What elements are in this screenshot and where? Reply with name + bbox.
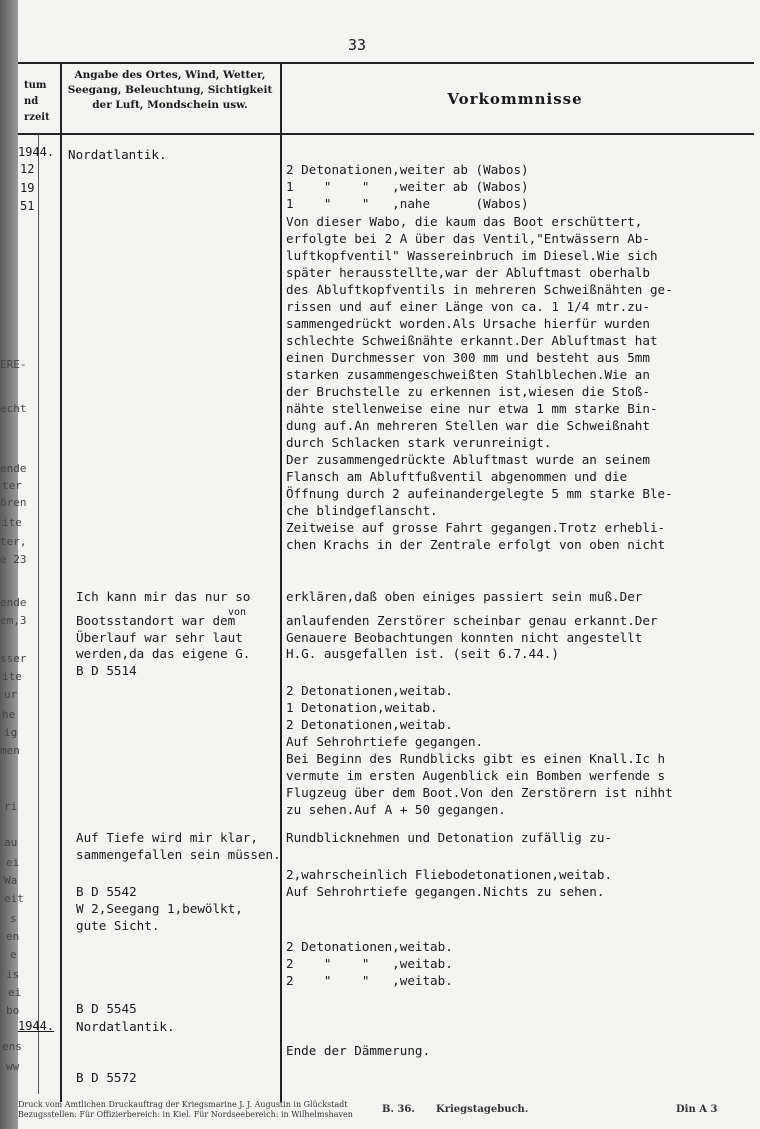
event-line: 2 Detonationen,weiter ab (Wabos) xyxy=(286,162,529,177)
header-date-line-1: tum xyxy=(24,80,47,91)
binding-fragment: ERE- xyxy=(0,358,27,371)
binding-fragment: e 23 xyxy=(0,553,27,566)
event-line: sammengedrückt worden.Als Ursache hierfür wurden xyxy=(286,316,650,331)
margin-time-19: 19 xyxy=(20,181,35,195)
event-line: Zeitweise auf grosse Fahrt gegangen.Trotz erhebli- xyxy=(286,520,666,535)
weather-entry: W 2,Seegang 1,bewölkt, xyxy=(76,901,243,916)
binding-fragment: ww xyxy=(6,1060,20,1073)
binding-fragment: ören xyxy=(0,496,27,509)
place-remark-line: werden,da das eigene G. xyxy=(76,646,251,661)
place-remark-line: Überlauf war sehr laut xyxy=(76,630,243,645)
event-line: schlechte Schweißnähte erkannt.Der Abluftmast hat xyxy=(286,333,658,348)
event-line: Rundblicknehmen und Detonation zufällig zu- xyxy=(286,830,613,845)
binding-fragment: au xyxy=(4,836,18,849)
event-line: anlaufenden Zerstörer scheinbar genau erkannt.Der xyxy=(286,613,658,628)
event-line: Von dieser Wabo, die kaum das Boot erschüttert, xyxy=(286,214,643,229)
binding-fragment: e xyxy=(10,948,17,961)
event-line: 2 Detonationen,weitab. xyxy=(286,939,453,954)
binding-fragment: ite xyxy=(2,670,22,683)
event-line: che blindgeflanscht. xyxy=(286,503,438,518)
header-place-line-2: Seegang, Beleuchtung, Sichtigkeit xyxy=(67,84,273,96)
event-line: erfolgte bei 2 A über das Ventil,"Entwässern Ab- xyxy=(286,231,650,246)
header-place-column xyxy=(64,68,276,113)
header-place-line-1: Angabe des Ortes, Wind, Wetter, xyxy=(74,69,266,81)
margin-time-51: 51 xyxy=(20,199,35,213)
event-line: erklären,daß oben einiges passiert sein muß.Der xyxy=(286,589,643,604)
event-line: luftkopfventil" Wassereinbruch im Diesel.Wie sich xyxy=(286,248,658,263)
event-line: chen Krachs in der Zentrale erfolgt von oben nicht xyxy=(286,537,666,552)
place-remark-line: Auf Tiefe wird mir klar, xyxy=(76,830,258,845)
header-bottom-rule xyxy=(18,133,754,135)
grid-square: B D 5545 xyxy=(76,1001,137,1016)
event-line: 1 " " ,nahe (Wabos) xyxy=(286,196,529,211)
event-line: rissen und auf einer Länge von ca. 1 1/4 mtr.zu- xyxy=(286,299,650,314)
event-line: Der zusammengedrückte Abluftmast wurde an seinem xyxy=(286,452,650,467)
header-events-column: Vorkommnisse xyxy=(447,90,583,108)
place-remark-line: Bootsstandort war dem xyxy=(76,613,236,628)
binding-fragment: ens xyxy=(2,1040,22,1053)
event-line: starken zusammengeschweißten Stahlblechen.Wie an xyxy=(286,367,650,382)
footer-printer-line-2: Bezugsstellen: Für Offizierbereich: in Kiel. Für Nordseebereich: in Wilhelmshaven xyxy=(18,1110,353,1119)
footer-printer-line-1: Druck vom Amtlichen Druckauftrag der Kriegsmarine J. J. Augustin in Glückstadt xyxy=(18,1100,348,1109)
event-line: des Abluftkopfventils in mehreren Schweißnähten ge- xyxy=(286,282,673,297)
binding-fragment: bo xyxy=(6,1004,20,1017)
binding-fragment: ter, xyxy=(0,535,27,548)
grid-square: B D 5572 xyxy=(76,1070,137,1085)
event-line: Bei Beginn des Rundblicks gibt es einen Knall.Ic h xyxy=(286,751,666,766)
event-line: H.G. ausgefallen ist. (seit 6.7.44.) xyxy=(286,646,559,661)
header-place-line-3: der Luft, Mondschein usw. xyxy=(92,99,248,111)
grid-square: B D 5514 xyxy=(76,663,137,678)
event-line: durch Schlacken stark verunreinigt. xyxy=(286,435,552,450)
binding-fragment: ig xyxy=(4,726,18,739)
binding-fragment: em,3 xyxy=(0,614,27,627)
event-line: dung auf.An mehreren Stellen war die Schweißnaht xyxy=(286,418,650,433)
header-date-column xyxy=(24,78,56,126)
event-line: einen Durchmesser von 300 mm und besteht aus 5mm xyxy=(286,350,650,365)
binding-fragment: is xyxy=(6,968,20,981)
place-remark-insert: von xyxy=(228,607,247,618)
event-line: zu sehen.Auf A + 50 gegangen. xyxy=(286,802,506,817)
binding-fragment: en xyxy=(6,930,20,943)
binding-fragment: s xyxy=(10,912,17,925)
place-entry: Nordatlantik. xyxy=(68,147,167,162)
event-line: Ende der Dämmerung. xyxy=(286,1043,431,1058)
event-line: 2 Detonationen,weitab. xyxy=(286,717,453,732)
binding-fragment: sser xyxy=(0,652,27,665)
margin-date-1944: 1944. xyxy=(18,145,55,159)
event-line: 1 Detonation,weitab. xyxy=(286,700,438,715)
event-line: der Bruchstelle zu erkennen ist,wiesen die Stoß- xyxy=(286,384,650,399)
event-line: Auf Sehrohrtiefe gegangen.Nichts zu sehen. xyxy=(286,884,605,899)
event-line: 2 " " ,weitab. xyxy=(286,956,453,971)
place-remark-line: Ich kann mir das nur so xyxy=(76,589,251,604)
event-line: 2 " " ,weitab. xyxy=(286,973,453,988)
footer-paper-size: Din A 3 xyxy=(676,1104,718,1115)
event-line: nähte stellenweise eine nur etwa 1 mm starke Bin- xyxy=(286,401,658,416)
event-line: Flugzeug über dem Boot.Von den Zerstörern ist nihht xyxy=(286,785,673,800)
binding-fragment: ende xyxy=(0,462,27,475)
place-entry: Nordatlantik. xyxy=(76,1019,175,1034)
binding-fragment: ite xyxy=(2,516,22,529)
binding-fragment: Wa xyxy=(4,874,18,887)
page-number: 33 xyxy=(348,36,367,54)
event-line: 2 Detonationen,weitab. xyxy=(286,683,453,698)
header-date-line-2: nd xyxy=(24,96,39,107)
event-line: später herausstellte,war der Abluftmast oberhalb xyxy=(286,265,650,280)
event-line: Auf Sehrohrtiefe gegangen. xyxy=(286,734,484,749)
footer-form-number: B. 36. xyxy=(382,1104,415,1115)
binding-fragment: ter xyxy=(2,479,22,492)
place-remark-line: sammengefallen sein müssen. xyxy=(76,847,281,862)
header-top-rule xyxy=(18,62,754,64)
binding-fragment: he xyxy=(2,708,16,721)
event-line: vermute im ersten Augenblick ein Bomben werfende s xyxy=(286,768,666,783)
event-line: Genauere Beobachtungen konnten nicht angestellt xyxy=(286,630,643,645)
binding-fragment: ende xyxy=(0,596,27,609)
binding-fragment: eit xyxy=(4,892,24,905)
event-line: 1 " " ,weiter ab (Wabos) xyxy=(286,179,529,194)
grid-square: B D 5542 xyxy=(76,884,137,899)
binding-fragment: ur xyxy=(4,688,18,701)
binding-fragment: echt xyxy=(0,402,27,415)
date-sub-divider xyxy=(38,134,39,1094)
footer-document-title: Kriegstagebuch. xyxy=(436,1104,529,1115)
binding-fragment: men xyxy=(0,744,20,757)
margin-date-1944-second: 1944. xyxy=(18,1019,55,1033)
event-line: Flansch am Abluftfußventil abgenommen und die xyxy=(286,469,628,484)
margin-time-12: 12 xyxy=(20,162,35,176)
header-date-line-3: rzeit xyxy=(24,112,50,123)
binding-fragment: ei xyxy=(8,986,22,999)
weather-entry: gute Sicht. xyxy=(76,918,160,933)
event-line: Öffnung durch 2 aufeinandergelegte 5 mm starke Ble- xyxy=(286,486,673,501)
event-line: 2,wahrscheinlich Fliebodetonationen,weitab. xyxy=(286,867,613,882)
column-divider-date xyxy=(60,62,62,1102)
column-divider-place xyxy=(280,62,282,1102)
binding-fragment: ri xyxy=(4,800,18,813)
binding-fragment: ei xyxy=(6,856,20,869)
